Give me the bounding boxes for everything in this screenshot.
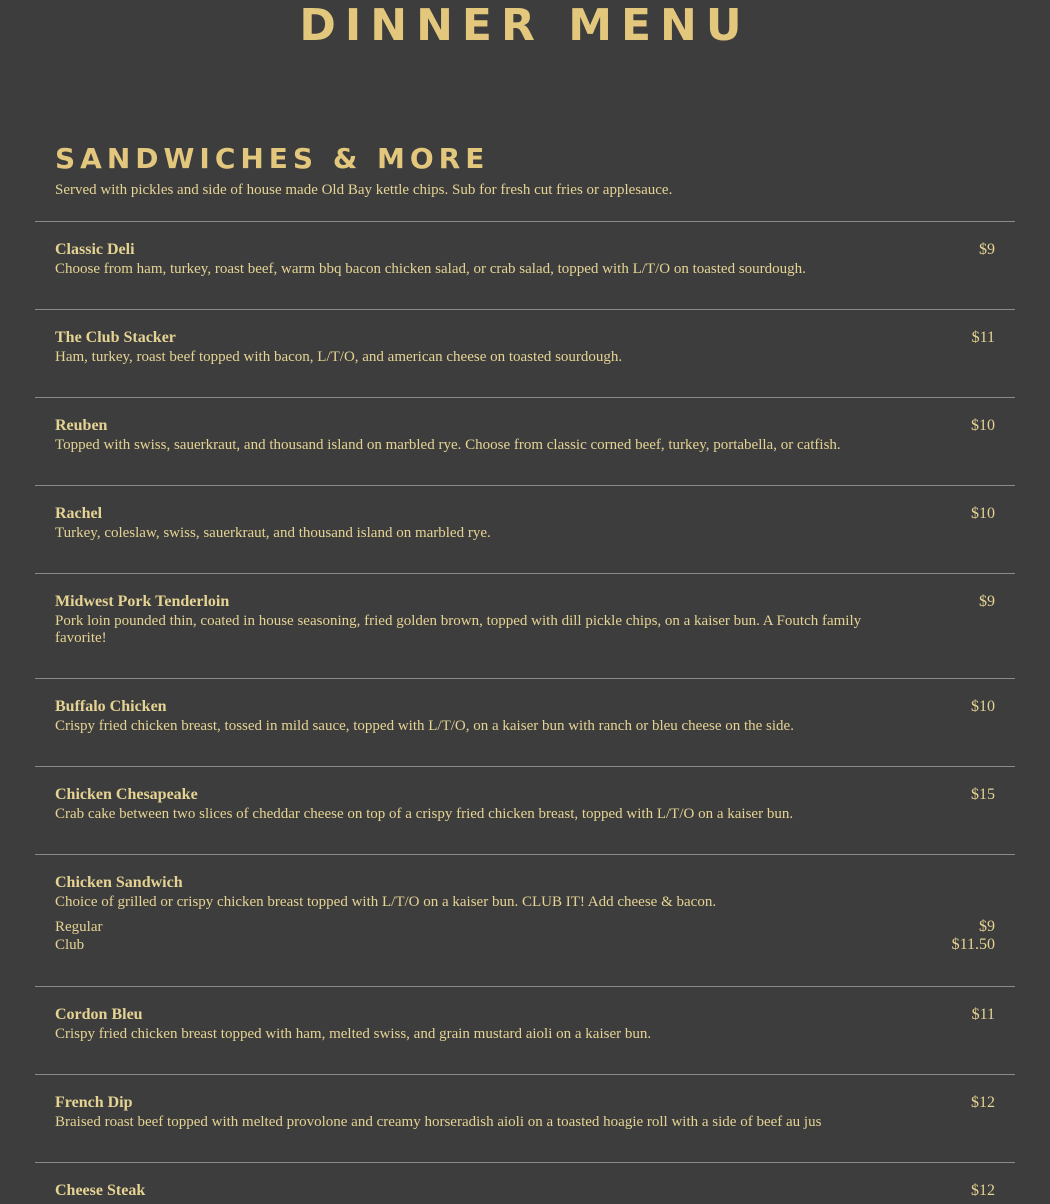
menu-item-name: Reuben	[55, 417, 108, 434]
menu-item	[35, 987, 1015, 1075]
menu-item-list	[35, 221, 1015, 1204]
menu-item-name: French Dip	[55, 1094, 133, 1111]
menu-item-price: $9	[979, 593, 995, 610]
variant-label: Club	[55, 937, 85, 953]
menu-item-name: Chicken Sandwich	[55, 874, 183, 891]
menu-item	[35, 486, 1015, 574]
menu-item-price: $11	[971, 329, 995, 346]
menu-item	[35, 1075, 1015, 1163]
menu-item-price: $12	[971, 1094, 995, 1111]
section-title: SANDWICHES & MORE	[55, 142, 490, 175]
menu-item-price: $11	[971, 1006, 995, 1023]
menu-item-description: Crispy fried chicken breast topped with ham, melted swiss, and grain mustard aioli on a kaiser bun.	[55, 1026, 652, 1042]
menu-item-description: Crispy fried chicken breast, tossed in mild sauce, topped with L/T/O, on a kaiser bun with ranch or bleu cheese on the side.	[55, 718, 794, 734]
variant-label: Regular	[55, 919, 103, 935]
menu-item-description: Ham, turkey, roast beef topped with bacon, L/T/O, and american cheese on toasted sourdough.	[55, 349, 623, 365]
menu-item-description: Choice of grilled or crispy chicken breast topped with L/T/O on a kaiser bun. CLUB IT! Add cheese & bacon.	[55, 894, 717, 910]
variant-row	[55, 918, 995, 936]
menu-item-name: Cheese Steak	[55, 1182, 146, 1199]
menu-item-variants	[55, 918, 995, 954]
variant-row	[55, 936, 995, 954]
menu-item-description: Crab cake between two slices of cheddar cheese on top of a crispy fried chicken breast, topped with L/T/O on a kaiser bun.	[55, 806, 794, 822]
page-title: DINNER MENU	[299, 0, 751, 51]
menu-item	[35, 310, 1015, 398]
menu-item-description: Pork loin pounded thin, coated in house seasoning, fried golden brown, topped with dill pickle chips, on a kaiser bun. A Foutch family favorite!	[55, 613, 862, 646]
menu-item-name: Midwest Pork Tenderloin	[55, 593, 230, 610]
menu-item-name: The Club Stacker	[55, 329, 176, 346]
section-subtitle: Served with pickles and side of house made Old Bay kettle chips. Sub for fresh cut fries or applesauce.	[55, 182, 673, 198]
menu-item-price: $15	[971, 786, 995, 803]
menu-item-name: Rachel	[55, 505, 103, 522]
menu-item-price: $12	[971, 1182, 995, 1199]
menu-item-name: Cordon Bleu	[55, 1006, 143, 1023]
variant-price: $9	[979, 918, 995, 935]
menu-item	[35, 398, 1015, 486]
menu-item-description: Turkey, coleslaw, swiss, sauerkraut, and thousand island on marbled rye.	[55, 525, 491, 541]
menu-item-price: $10	[971, 698, 995, 715]
menu-item	[35, 222, 1015, 310]
menu-item	[35, 855, 1015, 987]
menu-item-description: Choose from ham, turkey, roast beef, warm bbq bacon chicken salad, or crab salad, topped with L/T/O on toasted sourdough.	[55, 261, 806, 277]
menu-item	[35, 679, 1015, 767]
variant-price: $11.50	[951, 936, 995, 953]
section-header	[55, 140, 995, 200]
menu-item	[35, 767, 1015, 855]
menu-item-description: Topped with swiss, sauerkraut, and thousand island on marbled rye. Choose from classic corned beef, turkey, portabella, or catfish.	[55, 437, 841, 453]
menu-item-price: $10	[971, 505, 995, 522]
menu-item-description: Braised roast beef topped with melted provolone and creamy horseradish aioli on a toasted hoagie roll with a side of beef au jus	[55, 1114, 822, 1130]
menu-item-name: Chicken Chesapeake	[55, 786, 198, 803]
menu-item	[35, 574, 1015, 679]
menu-item	[35, 1163, 1015, 1204]
menu-item-name: Classic Deli	[55, 241, 135, 258]
menu-item-price: $9	[979, 241, 995, 258]
menu-item-name: Buffalo Chicken	[55, 698, 167, 715]
menu-item-price: $10	[971, 417, 995, 434]
